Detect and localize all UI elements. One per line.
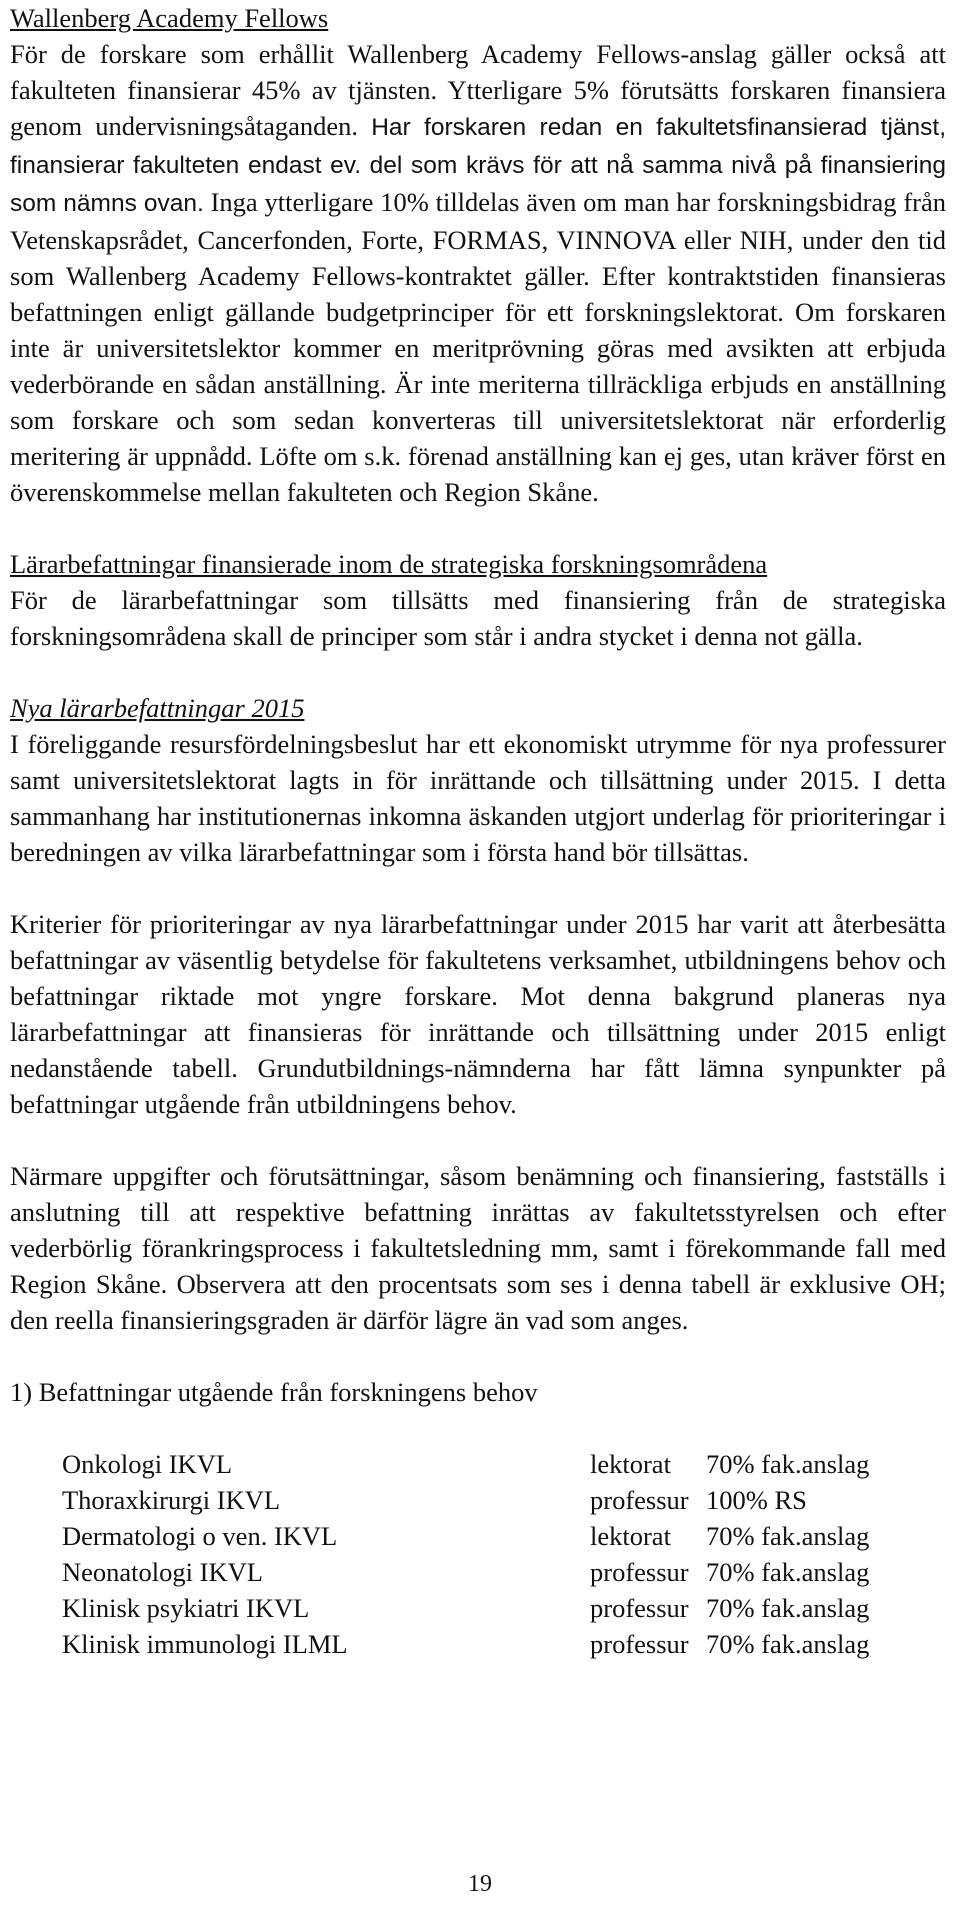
position-subject: Klinisk immunologi ILML — [62, 1629, 348, 1659]
table-row — [62, 1482, 926, 1518]
table-row — [62, 1626, 926, 1662]
positions-table — [62, 1446, 926, 1662]
position-funding: 100% RS — [706, 1485, 807, 1515]
heading-new-positions: Nya lärarbefattningar 2015 — [10, 693, 305, 723]
text-wallenberg-a: För de forskare som erhållit Wallenberg Academy Fellows-anslag gäller också att fakulteten finansierar 45% av tjänsten. Ytterligare 5% förutsätts forskaren finansiera genom undervisningsåtaganden. — [10, 39, 946, 141]
paragraph-new-positions: I föreliggande resursfördelningsbeslut har ett ekonomiskt utrymme för nya professurer samt universitetslektorat lagts in för inrättande och tillsättning under 2015. I detta sammanhang har institutionernas inkomna äskanden utgjort underlag för prioriteringar i beredningen av vilka lärarbefattningar som i första hand bör tillsättas. — [10, 729, 946, 867]
position-subject: Onkologi IKVL — [62, 1449, 233, 1479]
position-funding: 70% fak.anslag — [706, 1593, 870, 1623]
position-funding: 70% fak.anslag — [706, 1629, 870, 1659]
paragraph-strategic-areas: För de lärarbefattningar som tillsätts med finansiering från de strategiska forskningsområdena skall de principer som står i andra stycket i denna not gälla. — [10, 585, 946, 651]
text-wallenberg-c: Inga ytterligare 10% tilldelas även om man har forskningsbidrag från Vetenskapsrådet, Cancerfonden, Forte, FORMAS, VINNOVA eller NIH, under den tid som Wallenberg Academy Fellows-kontraktet gäller. Efter kontraktstiden finansieras befattningen enligt gällande budgetprinciper för ett forskningslektorat. Om forskaren inte är universitetslektor kommer en meritprövning göras med avsikten att erbjuda vederbörande en sådan anställning. Är inte meriterna tillräckliga erbjuds en anställning som forskare och som sedan konverteras till universitetslektorat när erforderlig meritering är uppnådd. Löfte om s.k. förenad anställning kan ej ges, utan kräver först en överenskommelse mellan fakulteten och Region Skåne. — [10, 187, 946, 507]
position-type: professur — [590, 1557, 689, 1587]
table-row — [62, 1590, 926, 1626]
position-type: lektorat — [590, 1521, 671, 1551]
position-funding: 70% fak.anslag — [706, 1521, 870, 1551]
paragraph-criteria: Kriterier för prioriteringar av nya lärarbefattningar under 2015 har varit att återbesätta befattningar av väsentlig betydelse för fakultetens verksamhet, utbildningens behov och befattningar riktade mot yngre forskare. Mot denna bakgrund planeras nya lärarbefattningar att finansieras för inrättande och tillsättning under 2015 enligt nedanstående tabell. Grundutbildnings-nämnderna har fått lämna synpunkter på befattningar utgående från utbildningens behov. — [10, 909, 946, 1119]
table-row — [62, 1446, 926, 1482]
position-type: lektorat — [590, 1449, 671, 1479]
position-type: professur — [590, 1629, 689, 1659]
table-row — [62, 1518, 926, 1554]
paragraph-wallenberg — [10, 36, 946, 510]
position-subject: Neonatologi IKVL — [62, 1557, 263, 1587]
heading-wallenberg: Wallenberg Academy Fellows — [10, 3, 329, 33]
position-type: professur — [590, 1593, 689, 1623]
position-subject: Dermatologi o ven. IKVL — [62, 1521, 338, 1551]
paragraph-details: Närmare uppgifter och förutsättningar, såsom benämning och finansiering, fastställs i anslutning till att respektive befattning inrättas av fakultetsstyrelsen och efter vederbörlig förankringsprocess i fakultetsledning mm, samt i förekommande fall med Region Skåne. Observera att den procentsats som ses i denna tabell är exklusive OH; den reella finansieringsgraden är därför lägre än vad som anges. — [10, 1161, 946, 1335]
text-wallenberg-b: Har forskaren redan en fakultetsfinansierad tjänst, finansierar fakulteten endast ev. del som krävs för att nå samma nivå på finansiering som nämns ovan. — [10, 114, 947, 217]
position-type: professur — [590, 1485, 689, 1515]
document-page — [10, 0, 946, 1662]
position-funding: 70% fak.anslag — [706, 1557, 870, 1587]
positions-list-title: 1) Befattningar utgående från forskningens behov — [10, 1377, 538, 1407]
page-number: 19 — [468, 1871, 492, 1897]
table-row — [62, 1554, 926, 1590]
heading-strategic-areas: Lärarbefattningar finansierade inom de strategiska forskningsområdena — [10, 549, 768, 579]
position-subject: Thoraxkirurgi IKVL — [62, 1485, 281, 1515]
position-subject: Klinisk psykiatri IKVL — [62, 1593, 310, 1623]
position-funding: 70% fak.anslag — [706, 1449, 870, 1479]
